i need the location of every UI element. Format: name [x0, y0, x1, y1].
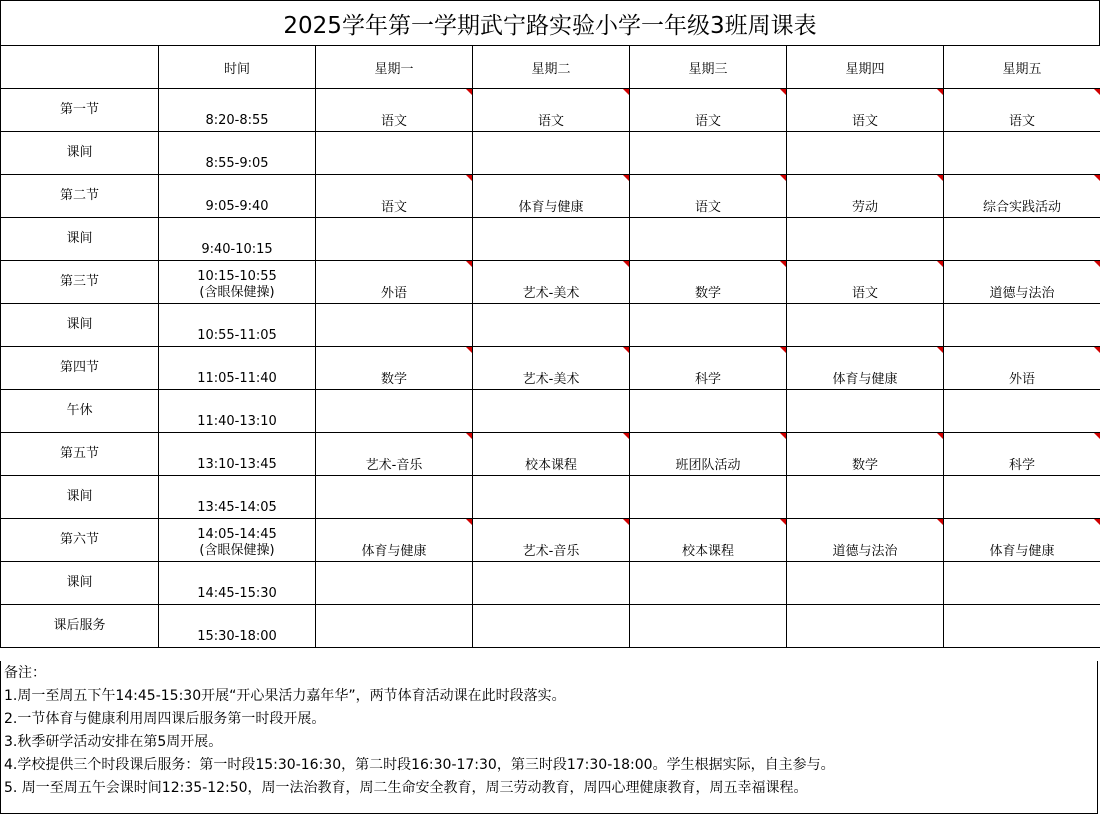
subject-cell-wed[interactable]: 语文: [630, 89, 787, 132]
subject-cell-fri[interactable]: 语文: [944, 89, 1100, 132]
subject-cell-mon[interactable]: 数学: [316, 347, 473, 390]
subject-cell-tue[interactable]: 艺术-美术: [473, 347, 630, 390]
period-label: 第六节: [59, 531, 99, 547]
period-row: [1, 304, 1100, 347]
subject-cell-fri[interactable]: [944, 218, 1100, 261]
subject-cell-tue[interactable]: 艺术-美术: [473, 261, 630, 304]
period-label-cell: [1, 347, 159, 390]
subject-cell-fri[interactable]: [944, 132, 1100, 175]
subject-cell-wed[interactable]: [630, 132, 787, 175]
time-cell: [159, 89, 316, 132]
subject-cell-fri[interactable]: [944, 562, 1100, 605]
header-row: [1, 46, 1100, 89]
period-label: 课间: [66, 144, 93, 160]
period-label: 第一节: [59, 101, 99, 117]
period-row: [1, 605, 1100, 648]
subject-cell-wed[interactable]: [630, 476, 787, 519]
period-label: 课间: [66, 230, 93, 246]
period-label-cell: [1, 89, 159, 132]
subject-cell-thu[interactable]: [787, 605, 944, 648]
header-time: 时间: [159, 46, 316, 89]
subject-cell-thu[interactable]: [787, 390, 944, 433]
subject-cell-fri[interactable]: 体育与健康: [944, 519, 1100, 562]
subject-cell-mon[interactable]: 语文: [316, 175, 473, 218]
period-label: 第三节: [59, 273, 99, 289]
period-label: 课间: [66, 488, 93, 504]
subject-cell-thu[interactable]: 体育与健康: [787, 347, 944, 390]
period-label: 第五节: [59, 445, 99, 461]
subject-cell-fri[interactable]: 外语: [944, 347, 1100, 390]
subject-cell-tue[interactable]: [473, 562, 630, 605]
time-range: 11:40-13:10: [197, 414, 277, 429]
time-range: 15:30-18:00: [197, 629, 277, 644]
subject-cell-tue[interactable]: [473, 304, 630, 347]
time-range: 13:10-13:45: [197, 457, 277, 472]
period-label-cell: [1, 605, 159, 648]
subject-cell-fri[interactable]: [944, 304, 1100, 347]
timetable-title: 2025学年第一学期武宁路实验小学一年级3班周课表: [0, 0, 1100, 46]
subject-cell-fri[interactable]: 综合实践活动: [944, 175, 1100, 218]
time-range: 14:45-15:30: [197, 586, 277, 601]
period-label: 课间: [66, 574, 93, 590]
subject-cell-fri[interactable]: [944, 390, 1100, 433]
period-row: [1, 261, 1100, 304]
subject-cell-thu[interactable]: [787, 304, 944, 347]
period-label: 课间: [66, 316, 93, 332]
subject-cell-wed[interactable]: [630, 605, 787, 648]
note-item: 1.周一至周五下午14:45-15:30开展“开心果活力嘉年华”，两节体育活动课在此时段落实。: [4, 688, 566, 704]
time-cell: [159, 605, 316, 648]
note-item: 3.秋季研学活动安排在第5周开展。: [4, 734, 223, 750]
subject-cell-thu[interactable]: 语文: [787, 89, 944, 132]
period-row: [1, 347, 1100, 390]
period-row: [1, 476, 1100, 519]
subject-cell-tue[interactable]: [473, 390, 630, 433]
period-label-cell: [1, 390, 159, 433]
note-item: 4.学校提供三个时段课后服务：第一时段15:30-16:30，第二时段16:30-17:30，第三时段17:30-18:00。学生根据实际，自主参与。: [4, 757, 835, 773]
header-day-thu: 星期四: [787, 46, 944, 89]
subject-cell-mon[interactable]: [316, 562, 473, 605]
subject-cell-fri[interactable]: 科学: [944, 433, 1100, 476]
subject-cell-thu[interactable]: 数学: [787, 433, 944, 476]
subject-cell-tue[interactable]: [473, 605, 630, 648]
period-label-cell: [1, 218, 159, 261]
subject-cell-tue[interactable]: 艺术-音乐: [473, 519, 630, 562]
period-row: [1, 132, 1100, 175]
time-cell: [159, 175, 316, 218]
time-cell: [159, 261, 316, 304]
subject-cell-fri[interactable]: [944, 605, 1100, 648]
subject-cell-mon[interactable]: [316, 476, 473, 519]
time-cell: [159, 433, 316, 476]
subject-cell-thu[interactable]: 道德与法治: [787, 519, 944, 562]
period-row: [1, 519, 1100, 562]
time-range: 8:55-9:05: [205, 156, 269, 171]
period-label: 课后服务: [53, 617, 106, 633]
period-label-cell: [1, 175, 159, 218]
period-row: [1, 390, 1100, 433]
subject-cell-wed[interactable]: 班团队活动: [630, 433, 787, 476]
subject-cell-mon[interactable]: [316, 390, 473, 433]
time-cell: [159, 218, 316, 261]
time-range: 8:20-8:55: [205, 113, 269, 128]
notes-section: [0, 661, 1098, 814]
subject-cell-thu[interactable]: 语文: [787, 261, 944, 304]
subject-cell-mon[interactable]: 艺术-音乐: [316, 433, 473, 476]
period-label-cell: [1, 476, 159, 519]
period-row: [1, 562, 1100, 605]
subject-cell-wed[interactable]: [630, 218, 787, 261]
time-range: 11:05-11:40: [197, 371, 277, 386]
subject-cell-wed[interactable]: [630, 304, 787, 347]
time-note: (含眼保健操): [199, 285, 275, 300]
subject-cell-tue[interactable]: 体育与健康: [473, 175, 630, 218]
note-item: 5. 周一至周五午会课时间12:35-12:50，周一法治教育，周二生命安全教育，周三劳动教育，周四心理健康教育，周五幸福课程。: [4, 780, 808, 796]
period-label: 第二节: [59, 187, 99, 203]
header-day-tue: 星期二: [473, 46, 630, 89]
period-label-cell: [1, 132, 159, 175]
subject-cell-mon[interactable]: [316, 132, 473, 175]
note-item: 2.一节体育与健康利用周四课后服务第一时段开展。: [4, 711, 326, 727]
subject-cell-mon[interactable]: 外语: [316, 261, 473, 304]
time-range: 14:05-14:45: [197, 527, 277, 542]
header-day-mon: 星期一: [316, 46, 473, 89]
subject-cell-fri[interactable]: 道德与法治: [944, 261, 1100, 304]
subject-cell-tue[interactable]: [473, 132, 630, 175]
subject-cell-wed[interactable]: 校本课程: [630, 519, 787, 562]
time-cell: [159, 347, 316, 390]
subject-cell-fri[interactable]: [944, 476, 1100, 519]
time-range: 13:45-14:05: [197, 500, 277, 515]
period-label: 第四节: [59, 359, 99, 375]
time-cell: [159, 132, 316, 175]
subject-cell-mon[interactable]: 体育与健康: [316, 519, 473, 562]
time-note: (含眼保健操): [199, 543, 275, 558]
time-cell: [159, 476, 316, 519]
period-row: [1, 218, 1100, 261]
subject-cell-mon[interactable]: [316, 605, 473, 648]
header-day-wed: 星期三: [630, 46, 787, 89]
period-label-cell: [1, 562, 159, 605]
subject-cell-mon[interactable]: [316, 304, 473, 347]
time-range: 9:40-10:15: [201, 242, 273, 257]
subject-cell-mon[interactable]: 语文: [316, 89, 473, 132]
subject-cell-tue[interactable]: 校本课程: [473, 433, 630, 476]
timetable-grid: [0, 45, 1100, 648]
subject-cell-tue[interactable]: 语文: [473, 89, 630, 132]
time-range: 10:55-11:05: [197, 328, 277, 343]
subject-cell-thu[interactable]: 劳动: [787, 175, 944, 218]
period-row: [1, 433, 1100, 476]
period-row: [1, 89, 1100, 132]
period-label-cell: [1, 304, 159, 347]
subject-cell-thu[interactable]: [787, 476, 944, 519]
header-day-fri: 星期五: [944, 46, 1100, 89]
time-range: 10:15-10:55: [197, 269, 277, 284]
time-cell: [159, 304, 316, 347]
notes-heading: 备注：: [4, 665, 46, 681]
subject-cell-wed[interactable]: 数学: [630, 261, 787, 304]
period-label-cell: [1, 519, 159, 562]
subject-cell-wed[interactable]: 科学: [630, 347, 787, 390]
period-label-cell: [1, 433, 159, 476]
time-cell: [159, 562, 316, 605]
time-cell: [159, 519, 316, 562]
subject-cell-wed[interactable]: 语文: [630, 175, 787, 218]
subject-cell-mon[interactable]: [316, 218, 473, 261]
subject-cell-wed[interactable]: [630, 562, 787, 605]
header-corner-cell: [1, 46, 159, 89]
time-cell: [159, 390, 316, 433]
period-row: [1, 175, 1100, 218]
period-label: 午休: [66, 402, 93, 418]
subject-cell-thu[interactable]: [787, 132, 944, 175]
subject-cell-tue[interactable]: [473, 476, 630, 519]
subject-cell-wed[interactable]: [630, 390, 787, 433]
time-range: 9:05-9:40: [205, 199, 269, 214]
period-label-cell: [1, 261, 159, 304]
subject-cell-tue[interactable]: [473, 218, 630, 261]
subject-cell-thu[interactable]: [787, 562, 944, 605]
subject-cell-thu[interactable]: [787, 218, 944, 261]
